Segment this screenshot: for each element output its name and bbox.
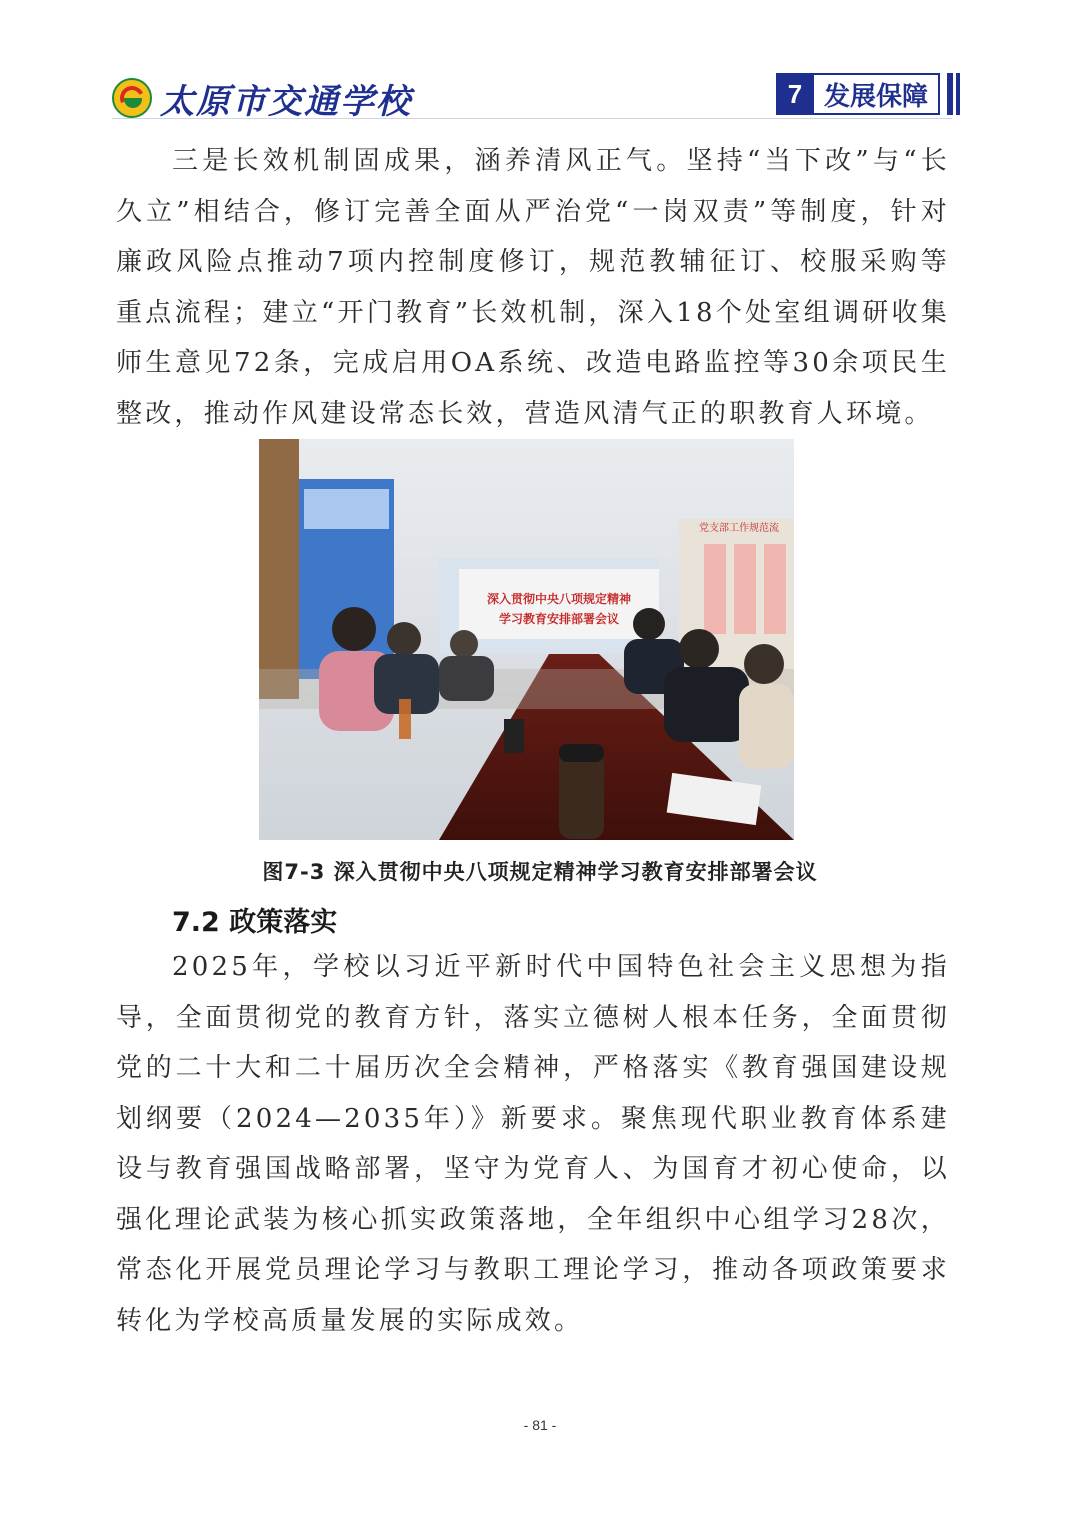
figure-caption: 图7-3 深入贯彻中央八项规定精神学习教育安排部署会议 <box>262 860 818 884</box>
chapter-title: 发展保障 <box>814 73 940 115</box>
section-heading: 7.2 政策落实 <box>172 907 338 938</box>
chapter-number: 7 <box>776 73 814 115</box>
school-logo <box>112 76 412 120</box>
svg-text:深入贯彻中央八项规定精神: 深入贯彻中央八项规定精神 <box>486 592 632 606</box>
page-number: - 81 - <box>523 1417 557 1433</box>
school-emblem-icon <box>112 78 152 118</box>
bar-decoration <box>947 73 953 115</box>
page-header <box>0 0 1080 130</box>
chapter-bars-decoration <box>944 73 960 115</box>
meeting-banner <box>459 569 659 639</box>
bar-decoration <box>956 73 960 115</box>
wall-board-title: 党支部工作规范流 <box>699 523 779 534</box>
paragraph-integrity-mechanism: 三是长效机制固成果，涵养清风正气。坚持“当下改”与“长久立”相结合，修订完善全面从严治党“一岗双责”等制度，针对廉政风险点推动7项内控制度修订，规范教辅征订、校服采购等重点流程；建立“开门教育”长效机制，深入18个处室组调研收集师生意见72条，完成启用OA系统、改造电路监控等30余项民生整改，推动作风建设常态长效，营造风清气正的职教育人环境。 <box>116 146 950 429</box>
svg-text:学习教育安排部署会议: 学习教育安排部署会议 <box>498 612 620 626</box>
meeting-photo <box>259 439 794 840</box>
paragraph-policy-implementation: 2025年，学校以习近平新时代中国特色社会主义思想为指导，全面贯彻党的教育方针，落实立德树人根本任务，全面贯彻党的二十大和二十届历次全会精神，严格落实《教育强国建设规划纲要（2024—2035年）》新要求。聚焦现代职业教育体系建设与教育强国战略部署，坚守为党育人、为国育才初心使命，以强化理论武装为核心抓实政策落地，全年组织中心组学习28次，常态化开展党员理论学习与教职工理论学习，推动各项政策要求转化为学校高质量发展的实际成效。 <box>116 952 950 1336</box>
header-divider <box>112 118 952 119</box>
chapter-tag <box>776 73 960 115</box>
school-name: 太原市交通学校 <box>160 81 412 122</box>
meeting-photo-illustration <box>259 439 794 840</box>
